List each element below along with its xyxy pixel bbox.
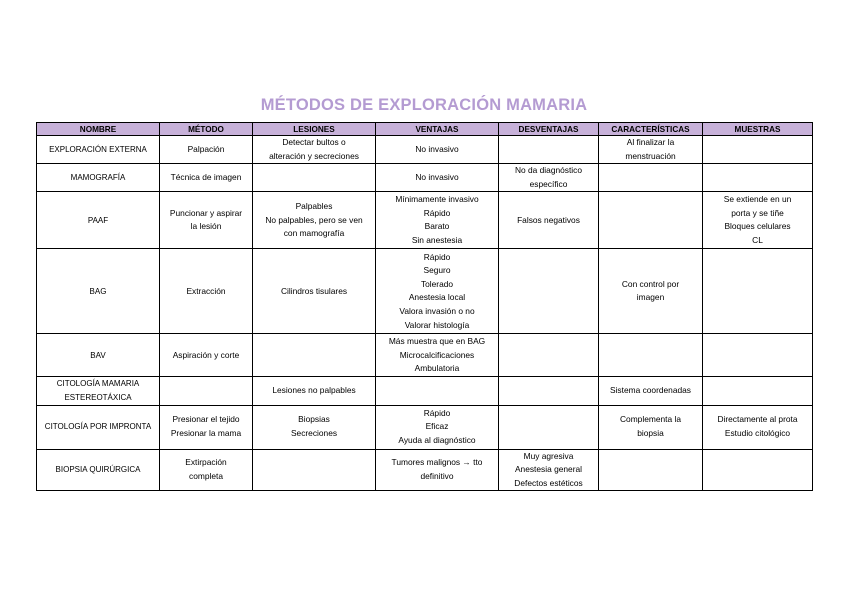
cell-caracteristicas (599, 249, 703, 334)
cell-line: Seguro (423, 265, 451, 276)
cell-line: Bloques celulares (724, 221, 791, 232)
header-caracteristicas: CARACTERÍSTICAS (599, 123, 703, 136)
cell-lesiones (253, 449, 376, 491)
cell-line: ESTEREOTÁXICA (64, 392, 132, 402)
exploration-methods-table (36, 122, 813, 491)
cell-nombre (37, 377, 160, 405)
cell-line: Palpación (187, 143, 225, 154)
table-row (37, 334, 813, 377)
cell-line: Ayuda al diagnóstico (398, 434, 476, 445)
cell-nombre (37, 405, 160, 449)
cell-desventajas (499, 334, 599, 377)
cell-muestras (703, 334, 813, 377)
cell-line: Defectos estéticos (514, 477, 583, 488)
cell-muestras (703, 192, 813, 249)
cell-line: porta y se tiñe (731, 207, 784, 218)
cell-line: Lesiones no palpables (272, 385, 356, 396)
table-row (37, 377, 813, 405)
cell-line: Extracción (186, 285, 226, 296)
cell-caracteristicas (599, 405, 703, 449)
cell-nombre (37, 449, 160, 491)
table-row (37, 164, 813, 192)
cell-metodo (160, 192, 253, 249)
header-metodo: MÉTODO (160, 123, 253, 136)
cell-line: Anestesia general (514, 464, 583, 475)
cell-ventajas (376, 136, 499, 164)
cell-desventajas (499, 192, 599, 249)
cell-line: Presionar el tejido (172, 414, 240, 425)
cell-line: Eficaz (425, 421, 449, 432)
cell-caracteristicas (599, 164, 703, 192)
cell-line: Tolerado (420, 278, 454, 289)
header-row (37, 123, 813, 136)
cell-line: Secreciones (290, 428, 338, 439)
cell-metodo (160, 449, 253, 491)
cell-lesiones (253, 192, 376, 249)
cell-metodo (160, 136, 253, 164)
cell-line: EXPLORACIÓN EXTERNA (49, 144, 147, 154)
header-desventajas: DESVENTAJAS (499, 123, 599, 136)
cell-line: CL (752, 234, 763, 245)
cell-ventajas (376, 249, 499, 334)
cell-caracteristicas (599, 192, 703, 249)
cell-line: BAV (90, 350, 106, 360)
cell-caracteristicas (599, 334, 703, 377)
document-title: MÉTODOS DE EXPLORACIÓN MAMARIA (260, 96, 588, 114)
cell-line: Falsos negativos (517, 214, 580, 225)
cell-line: Microcalcificaciones (399, 349, 475, 360)
cell-line: Con control por (621, 278, 680, 289)
header-nombre: NOMBRE (37, 123, 160, 136)
cell-line: Sistema coordenadas (609, 385, 691, 396)
cell-line: menstruación (625, 150, 676, 161)
cell-line: Extirpación (185, 457, 227, 468)
header-ventajas: VENTAJAS (376, 123, 499, 136)
table-row (37, 249, 813, 334)
cell-line: BAG (89, 286, 107, 296)
cell-ventajas (376, 164, 499, 192)
cell-line: Biopsias (298, 414, 330, 425)
cell-lesiones (253, 164, 376, 192)
cell-caracteristicas (599, 377, 703, 405)
cell-line: la lesión (190, 221, 222, 232)
cell-line: específico (529, 178, 568, 189)
cell-line: Directamente al prota (717, 414, 798, 425)
cell-line: Valora invasión o no (399, 305, 475, 316)
cell-line: Tumores malignos → tto (391, 457, 483, 468)
cell-nombre (37, 249, 160, 334)
cell-metodo (160, 164, 253, 192)
cell-metodo (160, 249, 253, 334)
cell-desventajas (499, 249, 599, 334)
cell-line: Palpables (295, 200, 333, 211)
cell-ventajas (376, 449, 499, 491)
cell-lesiones (253, 377, 376, 405)
cell-ventajas (376, 377, 499, 405)
cell-desventajas (499, 449, 599, 491)
cell-line: Se extiende en un (723, 194, 792, 205)
table-row (37, 136, 813, 164)
cell-desventajas (499, 405, 599, 449)
cell-line: Sin anestesia (411, 234, 463, 245)
cell-metodo (160, 334, 253, 377)
cell-line: Más muestra que en BAG (388, 335, 486, 346)
cell-line: Valorar histología (404, 319, 470, 330)
cell-line: Cilindros tisulares (280, 285, 348, 296)
cell-line: No da diagnóstico (514, 165, 583, 176)
cell-desventajas (499, 164, 599, 192)
cell-lesiones (253, 249, 376, 334)
cell-metodo (160, 405, 253, 449)
cell-line: Estudio citológico (724, 428, 791, 439)
cell-line: imagen (636, 292, 665, 303)
cell-line: Complementa la (620, 414, 681, 425)
cell-lesiones (253, 136, 376, 164)
cell-line: Mínimamente invasivo (395, 194, 479, 205)
cell-line: completa (189, 470, 223, 481)
cell-line: Puncionar y aspirar (169, 207, 243, 218)
cell-line: con mamografía (283, 228, 345, 239)
cell-lesiones (253, 405, 376, 449)
cell-line: Anestesia local (408, 292, 466, 303)
cell-line: Aspiración y corte (172, 349, 240, 360)
cell-muestras (703, 449, 813, 491)
cell-line: Rápido (423, 251, 451, 262)
cell-line: Rápido (423, 207, 451, 218)
cell-nombre (37, 164, 160, 192)
table-row (37, 405, 813, 449)
cell-line: No invasivo (415, 143, 459, 154)
cell-caracteristicas (599, 449, 703, 491)
cell-line: PAAF (87, 215, 109, 225)
cell-nombre (37, 192, 160, 249)
cell-muestras (703, 164, 813, 192)
cell-nombre (37, 136, 160, 164)
cell-caracteristicas (599, 136, 703, 164)
cell-line: Técnica de imagen (170, 171, 242, 182)
cell-muestras (703, 249, 813, 334)
cell-line: Ambulatoria (414, 363, 460, 374)
header-lesiones: LESIONES (253, 123, 376, 136)
cell-ventajas (376, 334, 499, 377)
cell-line: Detectar bultos o (282, 137, 346, 147)
cell-muestras (703, 136, 813, 164)
cell-muestras (703, 377, 813, 405)
cell-line: biopsia (637, 428, 664, 439)
cell-line: Rápido (423, 407, 451, 418)
cell-line: Muy agresiva (523, 450, 574, 461)
cell-nombre (37, 334, 160, 377)
header-muestras: MUESTRAS (703, 123, 813, 136)
cell-line: CITOLOGÍA MAMARIA (56, 379, 140, 389)
cell-ventajas (376, 192, 499, 249)
table-row (37, 449, 813, 491)
cell-desventajas (499, 377, 599, 405)
cell-ventajas (376, 405, 499, 449)
cell-lesiones (253, 334, 376, 377)
cell-line: Al finalizar la (626, 137, 675, 147)
cell-muestras (703, 405, 813, 449)
table-row (37, 192, 813, 249)
cell-line: Presionar la mama (170, 428, 242, 439)
cell-line: definitivo (420, 470, 454, 481)
cell-line: MAMOGRAFÍA (70, 172, 126, 182)
cell-line: alteración y secreciones (269, 150, 359, 161)
cell-line: No invasivo (415, 171, 459, 182)
cell-line: No palpables, pero se ven (265, 214, 363, 225)
cell-line: CITOLOGÍA POR IMPRONTA (44, 422, 152, 432)
cell-desventajas (499, 136, 599, 164)
cell-metodo (160, 377, 253, 405)
cell-line: Barato (424, 221, 450, 232)
cell-line: BIOPSIA QUIRÚRGICA (55, 465, 141, 475)
